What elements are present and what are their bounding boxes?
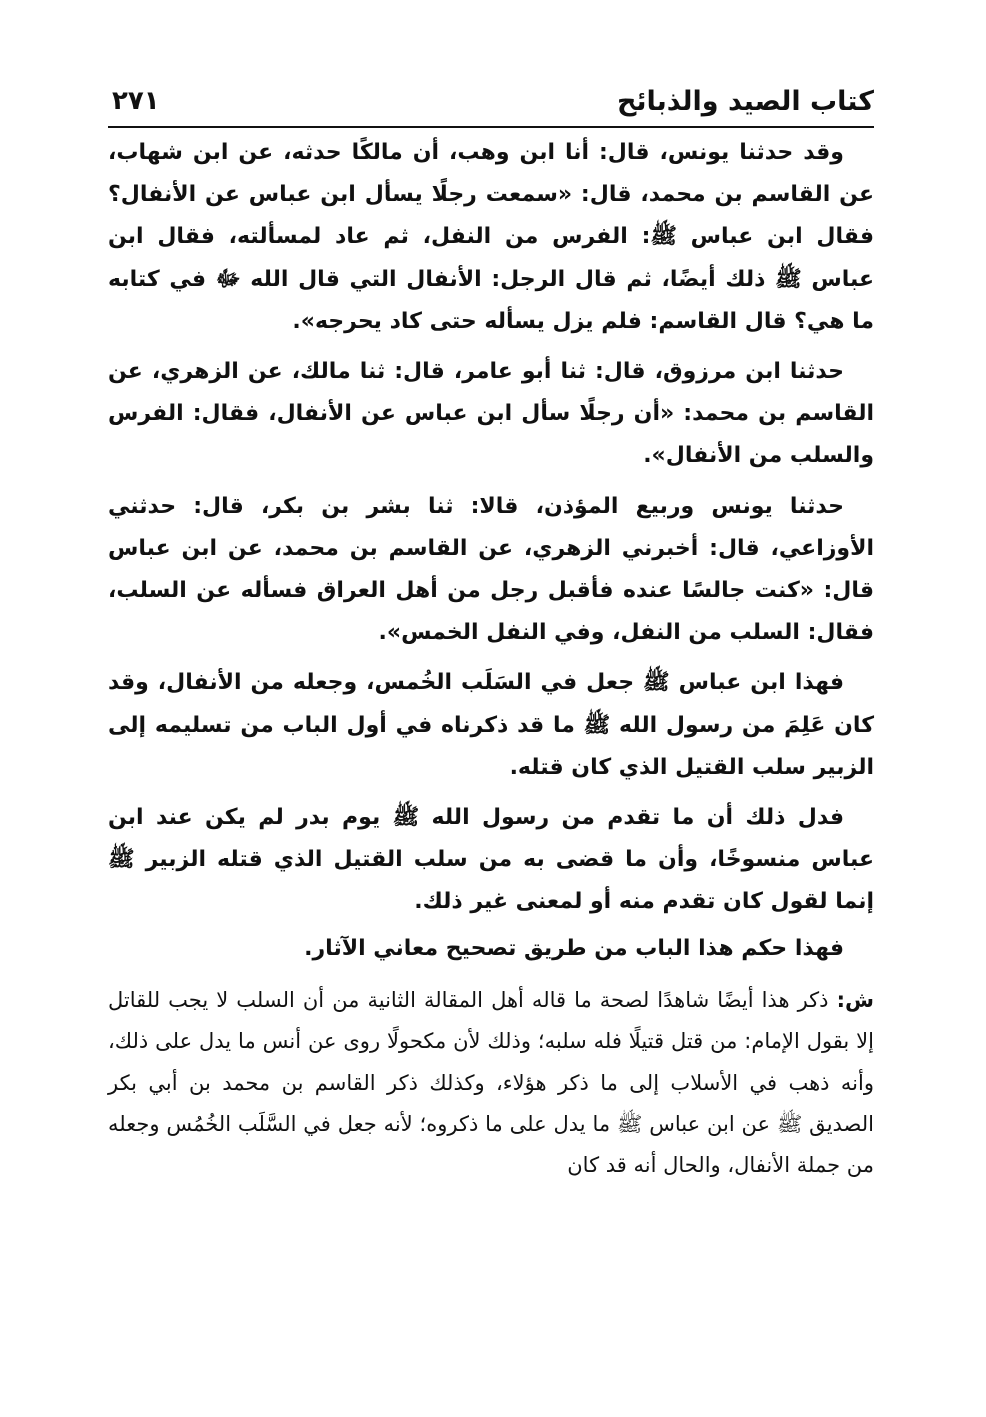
page-number: ٢٧١ bbox=[112, 86, 160, 116]
hadith-paragraph: حدثنا يونس وربيع المؤذن، قالا: ثنا بشر بن بكر، قال: حدثني الأوزاعي، قال: أخبرني الزهري، عن القاسم بن محمد، عن ابن عباس قال: «كنت جالسًا عنده فأقبل رجل من أهل العراق فسأله عن السلب، فقال: السلب من النفل، وفي النفل الخمس». bbox=[108, 493, 874, 646]
conclusion-paragraph: فهذا حكم هذا الباب من طريق تصحيح معاني الآثار. bbox=[304, 935, 844, 961]
page-body bbox=[108, 128, 874, 1187]
document-page bbox=[108, 84, 874, 1187]
commentary-text: ذكر هذا أيضًا شاهدًا لصحة ما قاله أهل المقالة الثانية من أن السلب لا يجب للقاتل إلا بقول الإمام: من قتل قتيلًا فله سلبه؛ وذلك لأن مكحولًا روى عن أنس ما يدل على ذلك، وأنه ذهب في الأسلاب إلى ما ذكر هؤلاء، وكذلك ذكر القاسم بن محمد بن أبي بكر الصديق ﷺ عن ابن عباس ﷺ ما يدل على ما ذكروه؛ لأنه جعل في السَّلَب الخُمُس وجعله من جملة الأنفال، والحال أنه قد كان bbox=[108, 987, 874, 1178]
explanation-paragraph: فدل ذلك أن ما تقدم من رسول الله ﷺ يوم بدر لم يكن عند ابن عباس منسوخًا، وأن ما قضى به من سلب القتيل الذي قتله الزبير ﷺ إنما لقول كان تقدم منه أو لمعنى غير ذلك. bbox=[108, 805, 874, 915]
page-header bbox=[108, 84, 874, 128]
hadith-paragraph: حدثنا ابن مرزوق، قال: ثنا أبو عامر، قال: ثنا مالك، عن الزهري، عن القاسم بن محمد: «أن رجلًا سأل ابن عباس عن الأنفال، فقال: الفرس والسلب من الأنفال». bbox=[108, 359, 874, 469]
commentary-marker: ش: bbox=[836, 987, 874, 1012]
commentary-paragraph bbox=[108, 980, 874, 1187]
hadith-paragraph: وقد حدثنا يونس، قال: أنا ابن وهب، أن مالكًا حدثه، عن ابن شهاب، عن القاسم بن محمد، قال: «سمعت رجلًا يسأل ابن عباس عن الأنفال؟ فقال ابن عباس ﷺ: الفرس من النفل، ثم عاد لمسألته، فقال ابن عباس ﷺ ذلك أيضًا، ثم قال الرجل: الأنفال التي قال الله ﷻ في كتابه ما هي؟ قال القاسم: فلم يزل يسأله حتى كاد يحرجه». bbox=[108, 140, 874, 334]
chapter-title: كتاب الصيد والذبائح bbox=[616, 86, 874, 117]
explanation-paragraph: فهذا ابن عباس ﷺ جعل في السَلَب الخُمس، وجعله من الأنفال، وقد كان عَلِمَ من رسول الله ﷺ ما قد ذكرناه في أول الباب من تسليمه إلى الزبير سلب القتيل الذي كان قتله. bbox=[108, 670, 874, 780]
